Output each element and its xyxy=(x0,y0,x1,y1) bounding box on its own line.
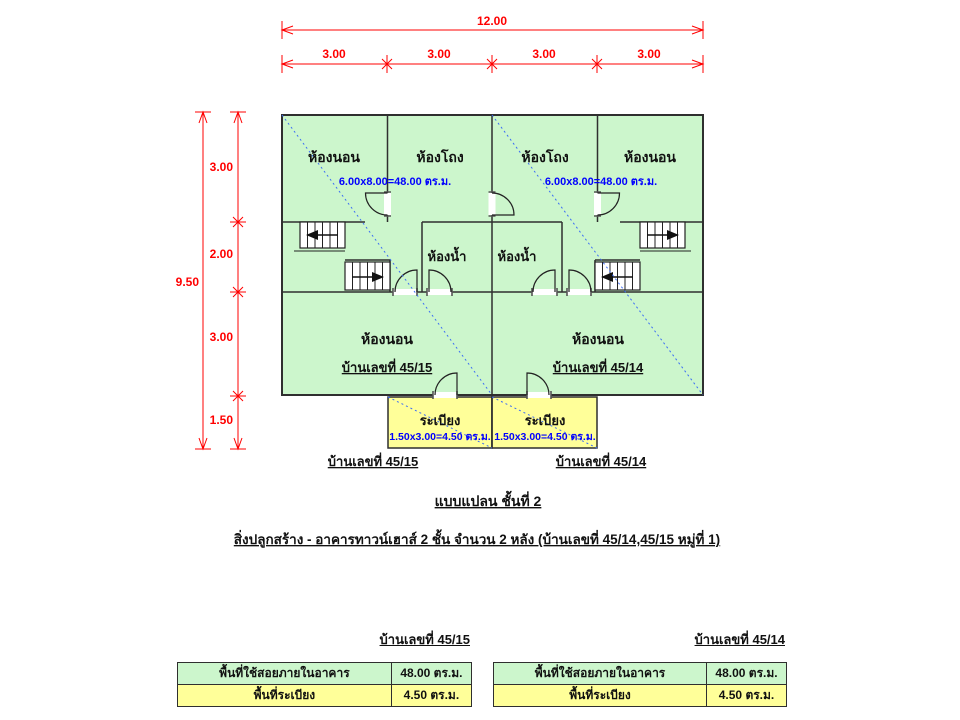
area-label-balcony-right: 1.50x3.00=4.50 ตร.ม. xyxy=(494,431,596,443)
stairs-right-lower xyxy=(595,262,640,290)
room-label-hall-left: ห้องโถง xyxy=(416,149,464,165)
table-row xyxy=(494,685,787,707)
area-label-balcony-left: 1.50x3.00=4.50 ตร.ม. xyxy=(389,431,491,443)
area-value-cell: 4.50 ตร.ม. xyxy=(707,685,787,707)
room-label-bath-right: ห้องน้ำ xyxy=(497,249,537,264)
dim-top-total: 12.00 xyxy=(476,14,508,28)
dim-left-seg-4: 1.50 xyxy=(209,413,233,427)
dim-left-total: 9.50 xyxy=(175,275,199,289)
caption-house-left: บ้านเลขที่ 45/15 xyxy=(327,454,419,469)
area-table-right-header: บ้านเลขที่ 45/14 xyxy=(694,632,785,647)
stairs-left-lower xyxy=(345,262,390,290)
dim-left-seg-3: 3.00 xyxy=(209,330,233,344)
area-label-cell: พื้นที่ระเบียง xyxy=(178,685,392,707)
area-label-unit-left: 6.00x8.00=48.00 ตร.ม. xyxy=(338,176,452,188)
top-dimension-lines xyxy=(282,14,703,73)
table-row xyxy=(494,663,787,685)
area-table-left-grid xyxy=(177,662,472,707)
house-no-right-in-plan: บ้านเลขที่ 45/14 xyxy=(552,360,644,375)
stairs-left-upper xyxy=(294,222,345,251)
table-row xyxy=(178,685,472,707)
caption-house-right: บ้านเลขที่ 45/14 xyxy=(555,454,647,469)
room-label-bedroom-tl: ห้องนอน xyxy=(307,149,361,165)
plan-caption: แบบแปลน ชั้นที่ 2 xyxy=(434,493,542,509)
area-table-right xyxy=(493,629,787,707)
area-value-cell: 4.50 ตร.ม. xyxy=(391,685,471,707)
area-label-unit-right: 6.00x8.00=48.00 ตร.ม. xyxy=(544,176,658,188)
area-label-cell: พื้นที่ระเบียง xyxy=(494,685,707,707)
plan-captions xyxy=(234,452,720,548)
dim-left-seg-1: 3.00 xyxy=(209,160,233,174)
area-label-cell: พื้นที่ใช้สอยภายในอาคาร xyxy=(494,663,707,685)
room-label-bath-left: ห้องน้ำ xyxy=(427,249,467,264)
area-table-right-grid xyxy=(493,662,787,707)
dim-top-seg-3: 3.00 xyxy=(532,47,556,61)
left-dimension-lines xyxy=(176,112,246,449)
room-label-bedroom-tr: ห้องนอน xyxy=(623,149,677,165)
dim-top-seg-4: 3.00 xyxy=(637,47,661,61)
area-table-left xyxy=(177,629,472,707)
drawing-title: สิ่งปลูกสร้าง - อาคารทาวน์เฮาส์ 2 ชั้น จำนวน 2 หลัง (บ้านเลขที่ 45/14,45/15 หมู่ที่ 1) xyxy=(233,532,721,547)
room-label-balcony-right: ระเบียง xyxy=(524,413,566,428)
dim-top-seg-2: 3.00 xyxy=(427,47,451,61)
room-label-bedroom-bl: ห้องนอน xyxy=(360,331,414,347)
table-row xyxy=(178,663,472,685)
area-value-cell: 48.00 ตร.ม. xyxy=(391,663,471,685)
house-no-left-in-plan: บ้านเลขที่ 45/15 xyxy=(341,360,433,375)
room-label-balcony-left: ระเบียง xyxy=(419,413,461,428)
room-label-bedroom-br: ห้องนอน xyxy=(571,331,625,347)
dim-left-seg-2: 2.00 xyxy=(209,247,233,261)
area-label-cell: พื้นที่ใช้สอยภายในอาคาร xyxy=(178,663,392,685)
area-table-left-header: บ้านเลขที่ 45/15 xyxy=(379,632,470,647)
room-label-hall-right: ห้องโถง xyxy=(521,149,569,165)
dim-top-seg-1: 3.00 xyxy=(322,47,346,61)
stairs-right-upper xyxy=(640,222,691,251)
floor-plan xyxy=(282,115,703,448)
area-value-cell: 48.00 ตร.ม. xyxy=(707,663,787,685)
